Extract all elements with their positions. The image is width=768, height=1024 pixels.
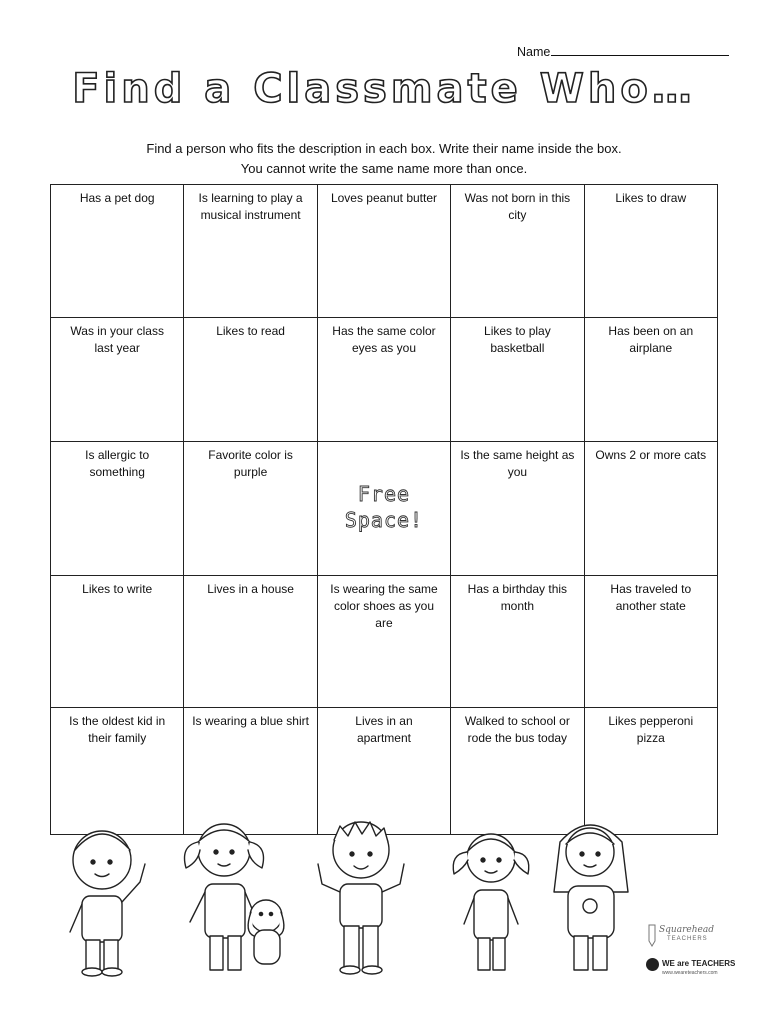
cell-prompt-line: Has traveled to bbox=[610, 582, 692, 596]
grid-cell[interactable] bbox=[317, 576, 450, 708]
grid-cell[interactable] bbox=[51, 442, 184, 576]
grid-cell[interactable] bbox=[584, 185, 717, 318]
cell-prompt-line: you bbox=[507, 465, 528, 479]
cell-prompt-line: Is learning to play a bbox=[198, 191, 303, 205]
cell-prompt-line: apartment bbox=[356, 731, 411, 745]
cell-prompt-line: month bbox=[500, 599, 535, 613]
cell-prompt-line: Owns 2 or more cats bbox=[595, 448, 707, 462]
cell-prompt-line: last year bbox=[94, 341, 140, 355]
free-space-cell[interactable] bbox=[317, 442, 450, 576]
grid-cell[interactable] bbox=[451, 318, 584, 442]
we-are-teachers-logo bbox=[645, 957, 736, 983]
cell-prompt-line: Likes to draw bbox=[615, 191, 687, 205]
cell-prompt-line: Was not born in this bbox=[464, 191, 571, 205]
cell-prompt-line: Likes to play bbox=[484, 324, 551, 338]
cell-prompt-line: Lives in a house bbox=[207, 582, 294, 596]
cell-prompt-line: Favorite color is bbox=[208, 448, 293, 462]
cell-prompt-line: basketball bbox=[490, 341, 545, 355]
cell-prompt-line: Has a pet dog bbox=[79, 191, 155, 205]
cell-prompt-line: Is the oldest kid in bbox=[69, 714, 166, 728]
grid-cell[interactable] bbox=[317, 185, 450, 318]
grid-cell[interactable] bbox=[184, 318, 317, 442]
grid-cell[interactable] bbox=[51, 318, 184, 442]
cell-prompt-line: Has a birthday this bbox=[467, 582, 568, 596]
cell-prompt-line: Likes pepperoni bbox=[608, 714, 694, 728]
kid-girl-long-hair-icon bbox=[554, 825, 628, 970]
grid-cell[interactable] bbox=[451, 185, 584, 318]
cell-prompt-line: Has been on an bbox=[608, 324, 694, 338]
grid-cell[interactable] bbox=[317, 318, 450, 442]
cell-prompt-line: Is wearing a blue shirt bbox=[192, 714, 309, 728]
cell-prompt-line: Lives in an bbox=[355, 714, 413, 728]
kid-boy-waving-icon bbox=[70, 831, 145, 976]
logo1-subtext: TEACHERS bbox=[667, 936, 708, 942]
grid-row bbox=[51, 185, 718, 318]
kid-girl-with-dog-icon bbox=[185, 824, 284, 970]
grid-cell[interactable] bbox=[51, 576, 184, 708]
cell-prompt-line: Loves peanut butter bbox=[330, 191, 438, 205]
logo1-text: Squarehead bbox=[659, 925, 714, 935]
grid-cell[interactable] bbox=[451, 442, 584, 576]
cell-prompt-line: Walked to school or bbox=[464, 714, 570, 728]
cell-prompt-line: Is the same height as bbox=[460, 448, 575, 462]
cell-prompt-line: another state bbox=[615, 599, 686, 613]
logo2-text: WE are TEACHERS bbox=[662, 959, 736, 968]
grid-cell[interactable] bbox=[584, 442, 717, 576]
cell-prompt-line: Likes to write bbox=[82, 582, 153, 596]
we-are-teachers-badge-icon bbox=[646, 958, 659, 971]
instructions-line-2: You cannot write the same name more than once. bbox=[240, 161, 528, 176]
cell-prompt-line: something bbox=[89, 465, 145, 479]
cell-prompt-line: rode the bus today bbox=[467, 731, 568, 745]
cell-prompt-line: eyes as you bbox=[351, 341, 416, 355]
cell-prompt-line: are bbox=[375, 616, 393, 630]
name-field[interactable] bbox=[517, 44, 729, 59]
cell-prompt-line: purple bbox=[233, 465, 268, 479]
cell-prompt-line: Likes to read bbox=[216, 324, 285, 338]
instructions-line-1: Find a person who fits the description in each box. Write their name inside the box. bbox=[146, 141, 622, 156]
free-space-line: Free bbox=[357, 482, 411, 506]
grid-row bbox=[51, 576, 718, 708]
grid-cell[interactable] bbox=[584, 318, 717, 442]
free-space-label bbox=[322, 481, 446, 533]
grid-cell[interactable] bbox=[451, 576, 584, 708]
grid-cell[interactable] bbox=[184, 576, 317, 708]
free-space-line: Space! bbox=[344, 508, 424, 532]
grid-cell[interactable] bbox=[51, 185, 184, 318]
cell-prompt-line: Has the same color bbox=[332, 324, 436, 338]
grid-cell[interactable] bbox=[184, 185, 317, 318]
pencil-icon bbox=[645, 923, 659, 947]
cell-prompt-line: city bbox=[508, 208, 527, 222]
cell-prompt-line: airplane bbox=[629, 341, 673, 355]
kid-girl-pigtails-icon bbox=[453, 834, 529, 970]
grid-row bbox=[51, 442, 718, 576]
cell-prompt-line: Was in your class bbox=[70, 324, 164, 338]
cell-prompt-line: their family bbox=[88, 731, 147, 745]
kid-boy-flexing-icon bbox=[318, 822, 404, 974]
grid-cell[interactable] bbox=[184, 442, 317, 576]
instructions bbox=[0, 139, 768, 179]
bingo-grid bbox=[50, 184, 718, 835]
name-write-line[interactable] bbox=[551, 44, 729, 56]
grid-row bbox=[51, 318, 718, 442]
cell-prompt-line: color shoes as you bbox=[333, 599, 434, 613]
page-title: Find a Classmate Who… bbox=[72, 66, 696, 112]
cell-prompt-line: Is allergic to bbox=[85, 448, 150, 462]
cell-prompt-line: Is wearing the same bbox=[330, 582, 438, 596]
squarehead-teachers-logo bbox=[645, 923, 725, 951]
cell-prompt-line: musical instrument bbox=[200, 208, 301, 222]
name-label: Name bbox=[517, 45, 551, 59]
grid-cell[interactable] bbox=[584, 576, 717, 708]
logo2-subtext: www.weareteachers.com bbox=[662, 970, 718, 976]
cell-prompt-line: pizza bbox=[636, 731, 665, 745]
